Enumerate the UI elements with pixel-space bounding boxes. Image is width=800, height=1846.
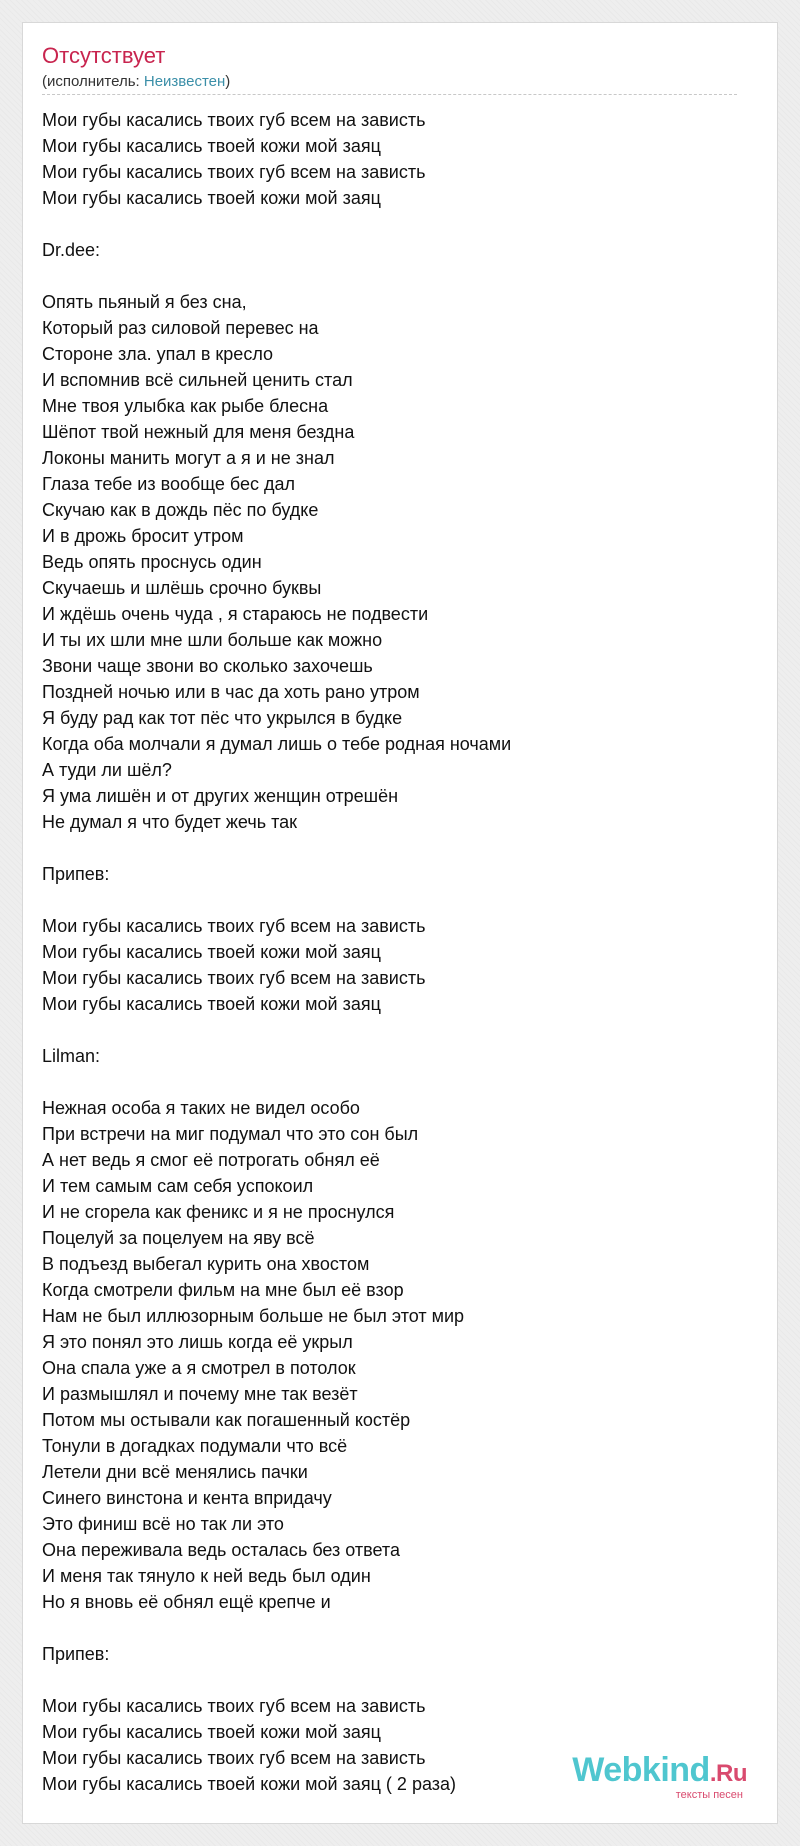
lyric-line: Когда оба молчали я думал лишь о тебе родная ночами [42, 734, 512, 754]
lyric-line: И ты их шли мне шли больше как можно [42, 630, 383, 650]
lyric-line: Скучаю как в дождь пёс по будке [42, 500, 319, 520]
lyric-line: В подъезд выбегал курить она хвостом [42, 1254, 370, 1274]
artist-suffix: ) [225, 73, 231, 90]
watermark-tagline: тексты песен [675, 1789, 743, 1801]
lyric-blank-line [42, 887, 742, 913]
lyric-line: И ждёшь очень чуда , я стараюсь не подвести [42, 604, 429, 624]
lyric-line: Dr.dee: [42, 240, 101, 260]
lyric-line: Локоны манить могут а я и не знал [42, 448, 335, 468]
lyric-blank-line [42, 1069, 742, 1095]
lyric-line: Мои губы касались твоих губ всем на зависть [42, 1696, 426, 1716]
lyric-line: Я буду рад как тот пёс что укрылся в будке [42, 708, 403, 728]
lyric-blank-line [42, 1667, 742, 1693]
lyric-line: Поцелуй за поцелуем на яву всё [42, 1228, 315, 1248]
lyric-line: Мои губы касались твоей кожи мой заяц ( 2 раза) [42, 1774, 457, 1794]
lyric-line: Мои губы касались твоей кожи мой заяц [42, 1722, 381, 1742]
lyric-line: Летели дни всё менялись пачки [42, 1462, 308, 1482]
lyric-line: Ведь опять проснусь один [42, 552, 262, 572]
lyric-line: Мои губы касались твоей кожи мой заяц [42, 136, 381, 156]
lyric-line: Мои губы касались твоей кожи мой заяц [42, 188, 381, 208]
artist-link[interactable]: Неизвестен [143, 73, 226, 90]
lyric-line: Но я вновь её обнял ещё крепче и [42, 1592, 331, 1612]
lyric-line: При встречи на миг подумал что это сон был [42, 1124, 419, 1144]
site-watermark [572, 1753, 747, 1801]
lyric-line: Это финиш всё но так ли это [42, 1514, 284, 1534]
lyric-line: Я ума лишён и от других женщин отрешён [42, 786, 399, 806]
lyric-line: Нам не был иллюзорным больше не был этот мир [42, 1306, 465, 1326]
lyric-line: Припев: [42, 1644, 110, 1664]
lyric-line: И вспомнив всё сильней ценить стал [42, 370, 353, 390]
lyric-line: Синего винстона и кента впридачу [42, 1488, 332, 1508]
lyric-line: Нежная особа я таких не видел особо [42, 1098, 360, 1118]
lyric-line: Она переживала ведь осталась без ответа [42, 1540, 400, 1560]
lyric-line: Мои губы касались твоих губ всем на зависть [42, 968, 426, 988]
lyric-line: Я это понял это лишь когда её укрыл [42, 1332, 353, 1352]
artist-prefix: (исполнитель: [42, 73, 144, 90]
lyric-line: И меня так тянуло к ней ведь был один [42, 1566, 371, 1586]
lyric-line: Когда смотрели фильм на мне был её взор [42, 1280, 404, 1300]
lyric-line: Мои губы касались твоих губ всем на зависть [42, 110, 426, 130]
lyric-line: Тонули в догадках подумали что всё [42, 1436, 348, 1456]
lyric-line: Мои губы касались твоих губ всем на зависть [42, 1748, 426, 1768]
lyric-line: Стороне зла. упал в кресло [42, 344, 274, 364]
lyric-line: А туди ли шёл? [42, 760, 172, 780]
lyric-line: Мои губы касались твоей кожи мой заяц [42, 994, 381, 1014]
song-title: Отсутствует [42, 43, 166, 68]
artist-line [42, 73, 230, 91]
lyric-blank-line [42, 263, 742, 289]
watermark-brand: Webkind [572, 1751, 710, 1789]
lyric-line: Припев: [42, 864, 110, 884]
lyrics-card [22, 22, 778, 1824]
lyric-line: А нет ведь я смог её потрогать обнял её [42, 1150, 380, 1170]
lyric-blank-line [42, 211, 742, 237]
lyric-line: И в дрожь бросит утром [42, 526, 244, 546]
lyric-line: Lilman: [42, 1046, 101, 1066]
lyric-line: И размышлял и почему мне так везёт [42, 1384, 358, 1404]
watermark-tld: .Ru [709, 1760, 747, 1787]
lyric-line: Не думал я что будет жечь так [42, 812, 297, 832]
lyric-line: Опять пьяный я без сна, [42, 292, 247, 312]
lyric-line: Который раз силовой перевес на [42, 318, 319, 338]
lyric-line: Мне твоя улыбка как рыбе блесна [42, 396, 329, 416]
lyric-line: Звони чаще звони во сколько захочешь [42, 656, 373, 676]
lyric-line: Скучаешь и шлёшь срочно буквы [42, 578, 322, 598]
lyrics-body [42, 107, 742, 1797]
watermark-logo [572, 1753, 747, 1791]
lyric-line: Глаза тебе из вообще бес дал [42, 474, 296, 494]
lyric-blank-line [42, 1017, 742, 1043]
lyric-line: Шёпот твой нежный для меня бездна [42, 422, 355, 442]
lyric-line: Потом мы остывали как погашенный костёр [42, 1410, 411, 1430]
lyric-blank-line [42, 1615, 742, 1641]
lyric-line: Мои губы касались твоих губ всем на зависть [42, 916, 426, 936]
lyric-line: Она спала уже а я смотрел в потолок [42, 1358, 356, 1378]
lyric-line: И не сгорела как феникс и я не проснулся [42, 1202, 395, 1222]
title-divider [42, 94, 737, 95]
lyric-line: И тем самым сам себя успокоил [42, 1176, 314, 1196]
lyric-line: Мои губы касались твоих губ всем на зависть [42, 162, 426, 182]
lyric-blank-line [42, 835, 742, 861]
lyric-line: Мои губы касались твоей кожи мой заяц [42, 942, 381, 962]
lyric-line: Поздней ночью или в час да хоть рано утром [42, 682, 420, 702]
